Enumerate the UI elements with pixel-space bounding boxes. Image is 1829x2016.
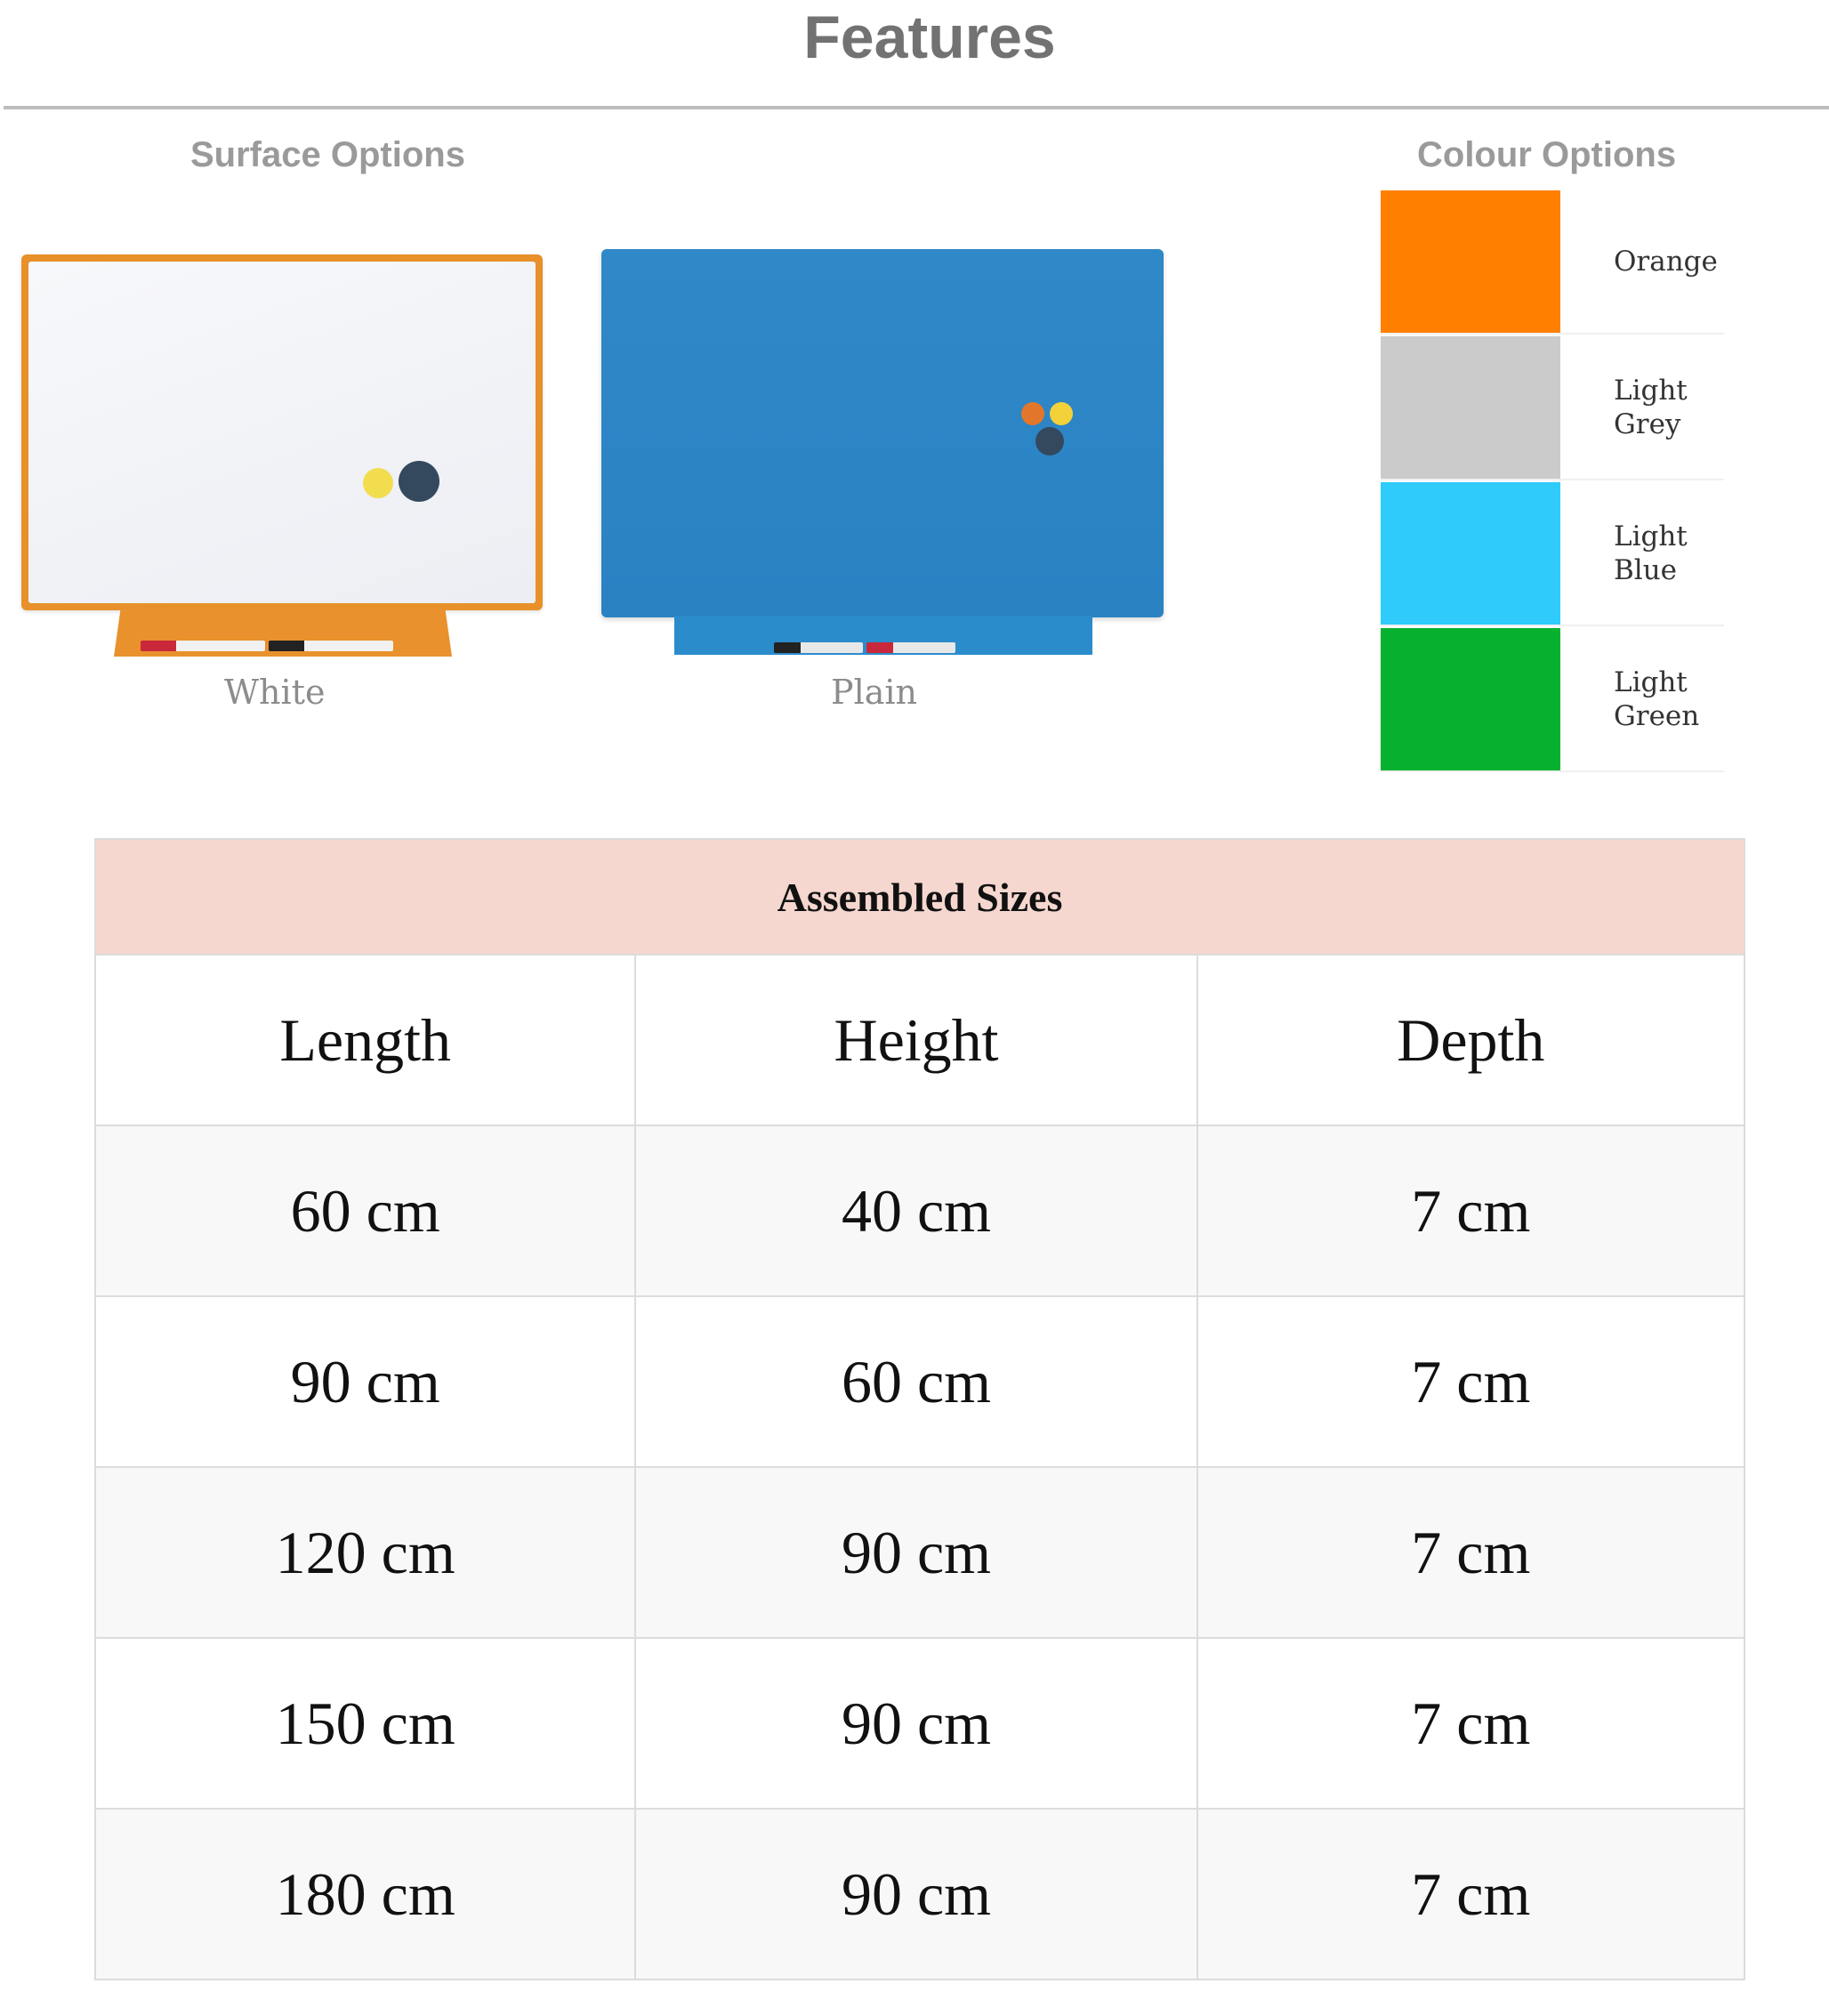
yellow-magnet-icon <box>363 468 393 498</box>
colour-option-label: Light Grey <box>1614 375 1688 440</box>
colour-swatch <box>1381 336 1560 479</box>
title-divider <box>4 106 1829 109</box>
marker-icon <box>774 642 863 653</box>
navy-magnet-icon <box>399 461 439 502</box>
table-cell-depth: 7 cm <box>1197 1638 1744 1809</box>
assembled-sizes-table <box>94 838 1745 1980</box>
marker-icon <box>866 642 955 653</box>
marker-icon <box>141 641 265 651</box>
table-cell-height: 60 cm <box>635 1296 1197 1467</box>
navy-magnet-icon <box>1035 427 1064 456</box>
table-cell-height: 90 cm <box>635 1638 1197 1809</box>
table-header-row <box>95 955 1744 1125</box>
white-board-image <box>21 254 543 660</box>
table-cell-depth: 7 cm <box>1197 1125 1744 1296</box>
table-cell-length: 180 cm <box>95 1809 635 1980</box>
table-cell-depth: 7 cm <box>1197 1809 1744 1980</box>
table-cell-length: 120 cm <box>95 1467 635 1638</box>
table-row <box>95 1638 1744 1809</box>
colour-option-light-grey <box>1381 336 1724 480</box>
colour-option-light-green <box>1381 628 1724 772</box>
column-header-depth: Depth <box>1197 955 1744 1125</box>
page-title: Features <box>803 4 1056 71</box>
colour-option-label: Light Green <box>1614 666 1700 732</box>
colour-options-list <box>1381 190 1724 772</box>
white-board-surface <box>28 262 536 603</box>
table-row <box>95 1125 1744 1296</box>
white-board-caption: White <box>224 673 326 712</box>
plain-board-caption: Plain <box>831 673 918 712</box>
colour-swatch <box>1381 628 1560 770</box>
colour-swatch <box>1381 482 1560 625</box>
table-cell-depth: 7 cm <box>1197 1467 1744 1638</box>
yellow-magnet-icon <box>1050 402 1073 425</box>
marker-icon <box>269 641 393 651</box>
plain-board-frame <box>601 249 1164 617</box>
surface-options-heading: Surface Options <box>190 135 465 174</box>
table-cell-length: 150 cm <box>95 1638 635 1809</box>
table-cell-height: 40 cm <box>635 1125 1197 1296</box>
column-header-length: Length <box>95 955 635 1125</box>
white-board-frame <box>21 254 543 610</box>
table-cell-length: 90 cm <box>95 1296 635 1467</box>
table-cell-height: 90 cm <box>635 1467 1197 1638</box>
colour-option-orange <box>1381 190 1724 335</box>
colour-option-label: Light Blue <box>1614 520 1688 586</box>
table-row <box>95 1809 1744 1980</box>
table-caption: Assembled Sizes <box>95 839 1744 955</box>
table-row <box>95 1467 1744 1638</box>
table-cell-depth: 7 cm <box>1197 1296 1744 1467</box>
colour-option-light-blue <box>1381 482 1724 626</box>
column-header-height: Height <box>635 955 1197 1125</box>
table-row <box>95 1296 1744 1467</box>
colour-options-heading: Colour Options <box>1417 135 1677 174</box>
table-cell-length: 60 cm <box>95 1125 635 1296</box>
plain-board-image <box>600 247 1165 658</box>
colour-swatch <box>1381 190 1560 333</box>
table-cell-height: 90 cm <box>635 1809 1197 1980</box>
orange-magnet-icon <box>1021 402 1044 425</box>
colour-option-label: Orange <box>1614 246 1718 278</box>
